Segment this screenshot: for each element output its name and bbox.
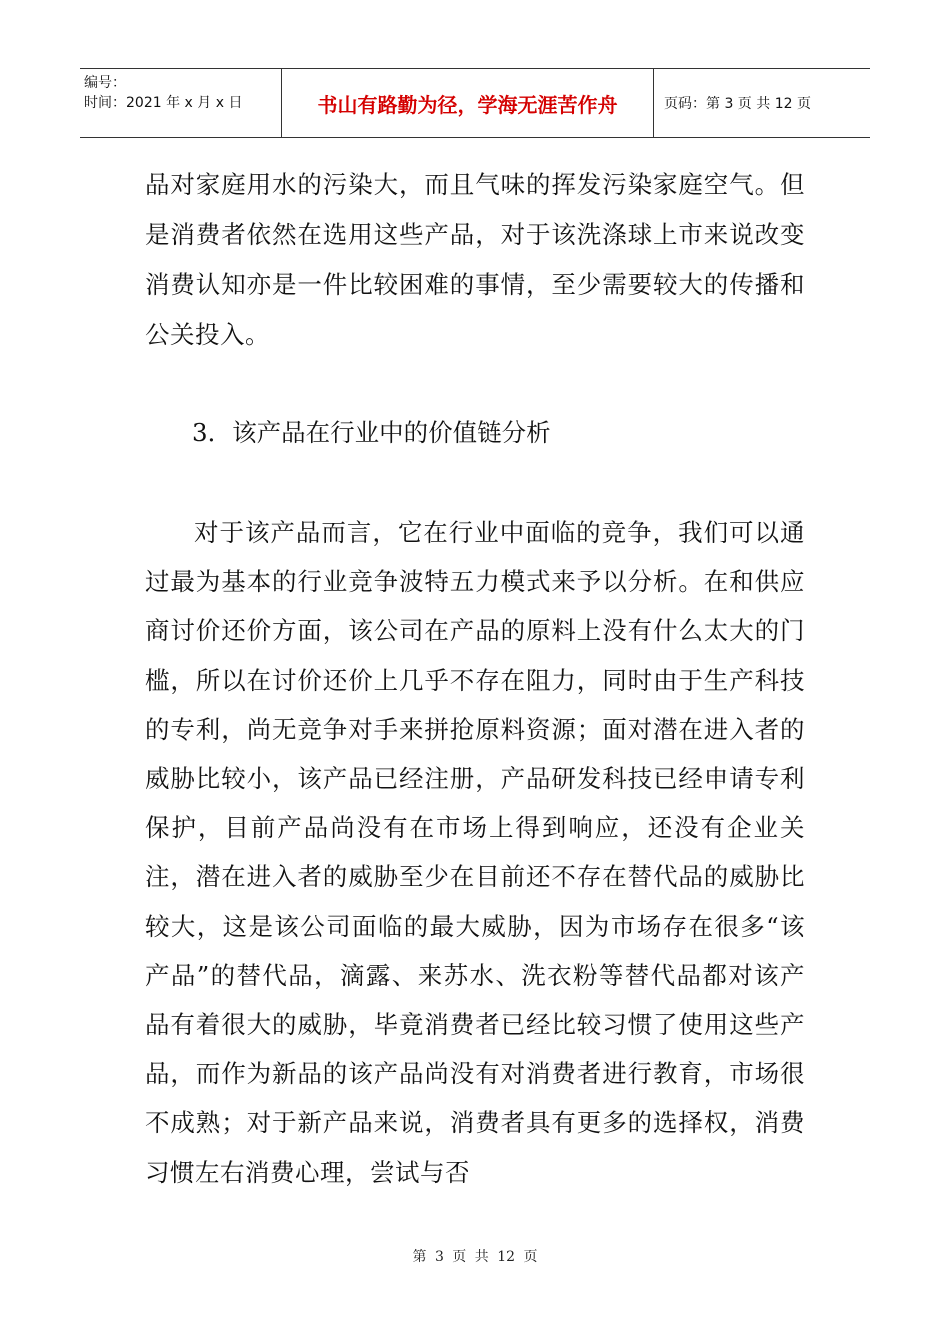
- document-header: [80, 68, 870, 138]
- time-label: 时间：2021 年 x 月 x 日: [84, 95, 243, 111]
- page-info-text: 页码：第 3 页 共 12 页: [664, 96, 811, 112]
- header-meta: [80, 69, 282, 137]
- paragraph-continued: 品对家庭用水的污染大，而且气味的挥发污染家庭空气。但是消费者依然在选用这些产品，对于该洗涤球上市来说改变消费认知亦是一件比较困难的事情，至少需要较大的传播和公关投入。: [145, 170, 805, 349]
- header-motto: 书山有路勤为径，学海无涯苦作舟: [317, 92, 618, 117]
- paragraph-main: 对于该产品而言，它在行业中面临的竞争，我们可以通过最为基本的行业竞争波特五力模式来予以分析。在和供应商讨价还价方面，该公司在产品的原料上没有什么太大的门槛，所以在讨价还价上几乎不存在阻力，同时由于生产科技的专利，尚无竞争对手来拼抢原料资源；面对潜在进入者的威胁比较小，该产品已经注册，产品研发科技已经申请专利保护，目前产品尚没有在市场上得到响应，还没有企业关注，潜在进入者的威胁至少在目前还不存在替代品的威胁比较大，这是该公司面临的最大威胁，因为市场存在很多“该产品”的替代品，滴露、来苏水、洗衣粉等替代品都对该产品有着很大的威胁，毕竟消费者已经比较习惯了使用这些产品，而作为新品的该产品尚没有对消费者进行教育，市场很不成熟；对于新产品来说，消费者具有更多的选择权，消费习惯左右消费心理，尝试与否: [145, 518, 805, 1187]
- header-motto-cell: [282, 69, 654, 137]
- header-page-info: [654, 69, 870, 137]
- page-footer: 第 3 页 共 12 页: [412, 1249, 538, 1265]
- section-heading: 3．该产品在行业中的价值链分析: [192, 418, 551, 447]
- body-continued: [145, 160, 805, 360]
- number-label: 编号：: [84, 75, 126, 91]
